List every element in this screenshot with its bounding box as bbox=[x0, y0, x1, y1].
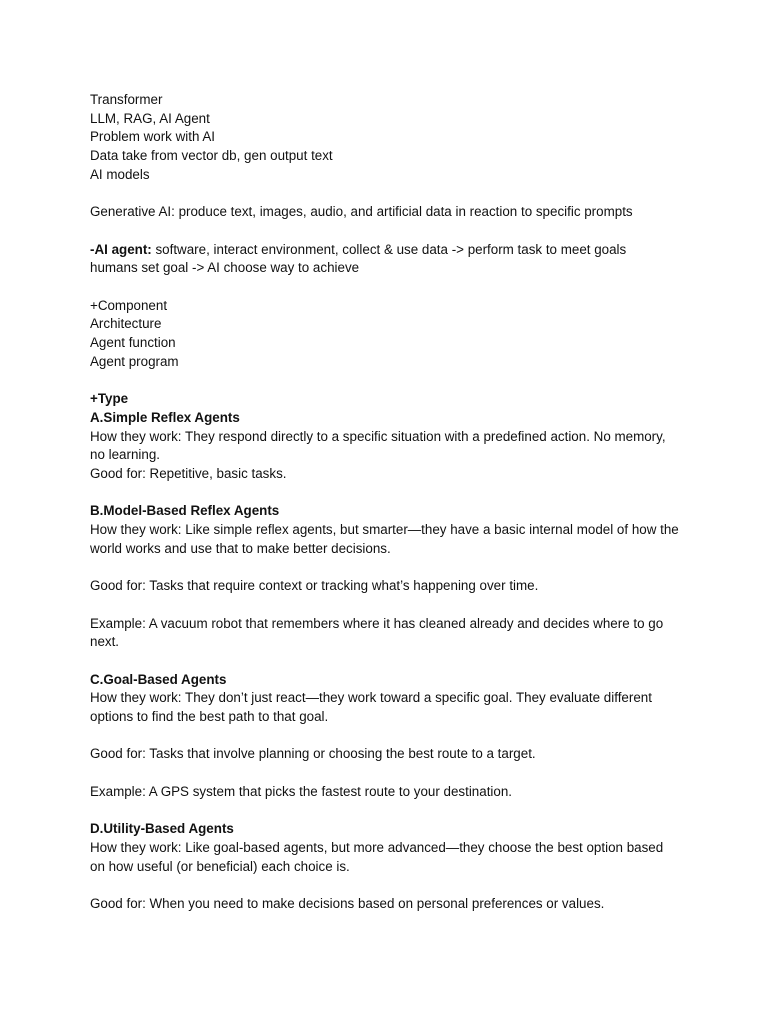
agent-a-title: A.Simple Reflex Agents bbox=[90, 409, 240, 425]
blank-line bbox=[90, 484, 680, 503]
component-item-agent-program: Agent program bbox=[90, 353, 179, 369]
blank-line bbox=[90, 222, 680, 241]
type-heading: +Type bbox=[90, 391, 129, 407]
component-heading: +Component bbox=[90, 297, 168, 313]
agent-b-good: Good for: Tasks that require context or tracking what’s happening over time. bbox=[90, 578, 539, 594]
ai-agent-label: -AI agent: bbox=[90, 241, 152, 257]
intro-line-problem: Problem work with AI bbox=[90, 129, 216, 145]
agent-b-title: B.Model-Based Reflex Agents bbox=[90, 503, 280, 519]
component-item-agent-function: Agent function bbox=[90, 335, 176, 351]
blank-line bbox=[90, 596, 680, 615]
component-item-architecture: Architecture bbox=[90, 316, 162, 332]
agent-c-example: Example: A GPS system that picks the fastest route to your destination. bbox=[90, 783, 513, 799]
agent-c-good: Good for: Tasks that involve planning or choosing the best route to a target. bbox=[90, 746, 536, 762]
blank-line bbox=[90, 876, 680, 895]
blank-line bbox=[90, 372, 680, 391]
blank-line bbox=[90, 278, 680, 297]
blank-line bbox=[90, 559, 680, 578]
agent-d-title: D.Utility-Based Agents bbox=[90, 821, 234, 837]
agent-a-good: Good for: Repetitive, basic tasks. bbox=[90, 466, 287, 481]
blank-line bbox=[90, 727, 680, 746]
ai-agent-line-2: humans set goal -> AI choose way to achieve bbox=[90, 260, 360, 276]
intro-line-transformer: Transformer bbox=[90, 92, 163, 107]
agent-d-how: How they work: Like goal-based agents, but more advanced—they choose the best option based on how useful (or beneficial) each choice is. bbox=[90, 839, 664, 874]
agent-b-example: Example: A vacuum robot that remembers where it has cleaned already and decides where to go next. bbox=[90, 615, 664, 650]
agent-b-how: How they work: Like simple reflex agents, but smarter—they have a basic internal model of how the world works and use that to make better decisions. bbox=[90, 522, 679, 556]
agent-c-title: C.Goal-Based Agents bbox=[90, 671, 227, 687]
intro-line-llm-rag: LLM, RAG, AI Agent bbox=[90, 110, 210, 126]
agent-d-good: Good for: When you need to make decisions based on personal preferences or values. bbox=[90, 896, 605, 912]
blank-line bbox=[90, 802, 680, 821]
intro-line-data: Data take from vector db, gen output text bbox=[90, 148, 333, 164]
ai-agent-definition bbox=[90, 241, 680, 260]
blank-line bbox=[90, 764, 680, 783]
blank-line bbox=[90, 652, 680, 671]
agent-a-how: How they work: They respond directly to a specific situation with a predefined action. No memory, no learning. bbox=[90, 428, 666, 463]
intro-line-ai-models: AI models bbox=[90, 166, 150, 182]
generative-ai-definition: Generative AI: produce text, images, audio, and artificial data in reaction to specific prompts bbox=[90, 204, 633, 220]
agent-c-how: How they work: They don’t just react—they work toward a specific goal. They evaluate different options to find the best path to that goal. bbox=[90, 690, 652, 725]
blank-line bbox=[90, 185, 680, 204]
ai-agent-text: software, interact environment, collect & use data -> perform task to meet goals bbox=[151, 241, 627, 257]
